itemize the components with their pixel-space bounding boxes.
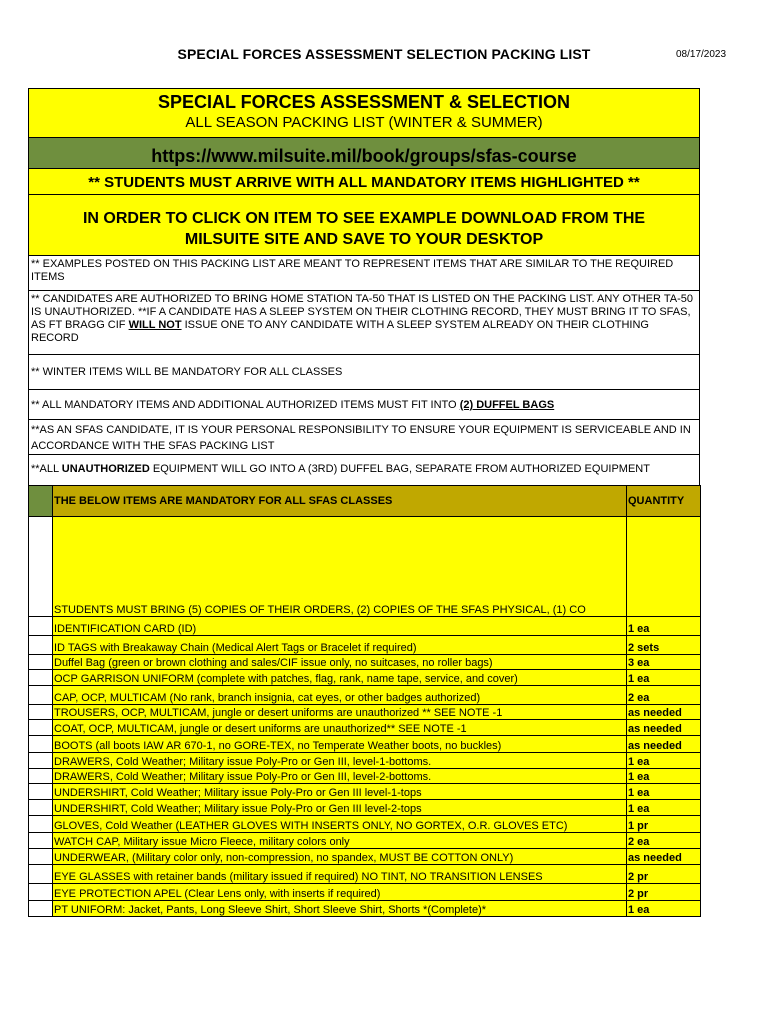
note-examples: ** EXAMPLES POSTED ON THIS PACKING LIST ARE MEANT TO REPRESENT ITEMS THAT ARE SIMILAR TO THE REQUIRED ITEMS — [28, 255, 700, 290]
item-quantity: 1 ea — [627, 784, 701, 800]
table-row — [29, 849, 701, 865]
download-instructions — [28, 194, 700, 255]
header-quantity: QUANTITY — [627, 486, 701, 517]
item-description[interactable]: WATCH CAP, Military issue Micro Fleece, military colors only — [53, 833, 627, 849]
note-unauthorized-text-end: EQUIPMENT WILL GO INTO A (3RD) DUFFEL BAG, SEPARATE FROM AUTHORIZED EQUIPMENT — [149, 463, 650, 475]
row-marker-cell — [29, 769, 53, 784]
item-quantity: 1 ea — [627, 753, 701, 769]
note-duffel — [28, 389, 700, 419]
note-unauthorized-bold: UNAUTHORIZED — [61, 463, 150, 475]
table-row — [29, 784, 701, 800]
items-table — [28, 485, 701, 917]
row-marker-cell — [29, 849, 53, 865]
orders-text[interactable]: STUDENTS MUST BRING (5) COPIES OF THEIR ORDERS, (2) COPIES OF THE SFAS PHYSICAL, (1) CO — [53, 517, 627, 617]
header-item: THE BELOW ITEMS ARE MANDATORY FOR ALL SFAS CLASSES — [53, 486, 627, 517]
orders-row — [29, 517, 701, 617]
orders-qty — [627, 517, 701, 617]
table-row — [29, 705, 701, 720]
row-marker-cell — [29, 736, 53, 753]
row-marker-cell — [29, 784, 53, 800]
item-description[interactable]: OCP GARRISON UNIFORM (complete with patches, flag, rank, name tape, service, and cover) — [53, 670, 627, 686]
item-description[interactable]: TROUSERS, OCP, MULTICAM, jungle or desert uniforms are unauthorized ** SEE NOTE -1 — [53, 705, 627, 720]
packing-list-sheet — [28, 88, 700, 917]
document-date: 08/17/2023 — [676, 49, 727, 60]
item-description[interactable]: UNDERWEAR, (Military color only, non-compression, no spandex, MUST BE COTTON ONLY) — [53, 849, 627, 865]
table-row — [29, 753, 701, 769]
note-winter: ** WINTER ITEMS WILL BE MANDATORY FOR ALL CLASSES — [28, 354, 700, 389]
table-row — [29, 617, 701, 636]
note-duffel-text: ** ALL MANDATORY ITEMS AND ADDITIONAL AUTHORIZED ITEMS MUST FIT INTO — [31, 399, 460, 411]
note-duffel-count: (2) DUFFEL BAGS — [459, 399, 555, 411]
item-quantity: as needed — [627, 705, 701, 720]
row-marker-cell — [29, 636, 53, 655]
note-unauthorized-text: **ALL — [31, 463, 62, 475]
item-description[interactable]: GLOVES, Cold Weather (LEATHER GLOVES WITH INSERTS ONLY, NO GORTEX, O.R. GLOVES ETC) — [53, 816, 627, 833]
table-row — [29, 816, 701, 833]
row-marker-cell — [29, 833, 53, 849]
note-responsibility: **AS AN SFAS CANDIDATE, IT IS YOUR PERSONAL RESPONSIBILITY TO ENSURE YOUR EQUIPMENT IS SERVICEABLE AND IN ACCORDANCE WITH THE SFAS PACKING LIST — [28, 419, 700, 454]
page-title: SPECIAL FORCES ASSESSMENT SELECTION PACKING LIST — [177, 46, 591, 62]
item-quantity: 2 pr — [627, 884, 701, 901]
item-description[interactable]: BOOTS (all boots IAW AR 670-1, no GORE-TEX, no Temperate Weather boots, no buckles) — [53, 736, 627, 753]
note-ta50-will-not: WILL NOT — [128, 319, 182, 331]
table-header-row — [29, 486, 701, 517]
item-quantity: 1 ea — [627, 670, 701, 686]
table-row — [29, 865, 701, 884]
item-description[interactable]: CAP, OCP, MULTICAM (No rank, branch insignia, cat eyes, or other badges authorized) — [53, 686, 627, 705]
item-description[interactable]: DRAWERS, Cold Weather; Military issue Poly-Pro or Gen III, level-1-bottoms. — [53, 753, 627, 769]
download-instructions-line1: IN ORDER TO CLICK ON ITEM TO SEE EXAMPLE DOWNLOAD FROM THE — [82, 210, 646, 227]
item-description[interactable]: DRAWERS, Cold Weather; Military issue Poly-Pro or Gen III, level-2-bottoms. — [53, 769, 627, 784]
header-marker-cell — [29, 486, 53, 517]
item-description[interactable]: UNDERSHIRT, Cold Weather; Military issue Poly-Pro or Gen III level-1-tops — [53, 784, 627, 800]
table-row — [29, 720, 701, 736]
item-quantity: as needed — [627, 849, 701, 865]
item-quantity: as needed — [627, 720, 701, 736]
row-marker-cell — [29, 705, 53, 720]
row-marker-cell — [29, 517, 53, 617]
milsuite-link[interactable]: https://www.milsuite.mil/book/groups/sfas-course — [28, 137, 700, 168]
table-row — [29, 636, 701, 655]
item-quantity: 1 pr — [627, 816, 701, 833]
table-row — [29, 769, 701, 784]
table-row — [29, 884, 701, 901]
item-description[interactable]: EYE PROTECTION APEL (Clear Lens only, with inserts if required) — [53, 884, 627, 901]
item-quantity: 2 sets — [627, 636, 701, 655]
table-row — [29, 800, 701, 816]
item-description[interactable]: UNDERSHIRT, Cold Weather; Military issue Poly-Pro or Gen III level-2-tops — [53, 800, 627, 816]
item-quantity: 1 ea — [627, 800, 701, 816]
row-marker-cell — [29, 655, 53, 670]
table-row — [29, 736, 701, 753]
row-marker-cell — [29, 884, 53, 901]
row-marker-cell — [29, 720, 53, 736]
row-marker-cell — [29, 617, 53, 636]
table-row — [29, 686, 701, 705]
row-marker-cell — [29, 753, 53, 769]
item-quantity: 2 pr — [627, 865, 701, 884]
item-description[interactable]: ID TAGS with Breakaway Chain (Medical Alert Tags or Bracelet if required) — [53, 636, 627, 655]
item-quantity: 3 ea — [627, 655, 701, 670]
item-description[interactable]: EYE GLASSES with retainer bands (military issued if required) NO TINT, NO TRANSITION LENSES — [53, 865, 627, 884]
item-description[interactable]: IDENTIFICATION CARD (ID) — [53, 617, 627, 636]
banner-title: SPECIAL FORCES ASSESSMENT & SELECTION — [157, 92, 571, 112]
note-ta50 — [28, 290, 700, 354]
mandatory-warning: ** STUDENTS MUST ARRIVE WITH ALL MANDATORY ITEMS HIGHLIGHTED ** — [28, 168, 700, 194]
item-quantity: 1 ea — [627, 901, 701, 917]
table-row — [29, 833, 701, 849]
table-row — [29, 670, 701, 686]
item-quantity: 1 ea — [627, 617, 701, 636]
download-instructions-line2: MILSUITE SITE AND SAVE TO YOUR DESKTOP — [184, 231, 544, 248]
item-quantity: 1 ea — [627, 769, 701, 784]
note-unauthorized — [28, 454, 700, 485]
item-description[interactable]: PT UNIFORM: Jacket, Pants, Long Sleeve Shirt, Short Sleeve Shirt, Shorts *(Complete)* — [53, 901, 627, 917]
row-marker-cell — [29, 901, 53, 917]
item-description[interactable]: COAT, OCP, MULTICAM, jungle or desert uniforms are unauthorized** SEE NOTE -1 — [53, 720, 627, 736]
note-ta50-text-end: ISSUE ONE TO ANY CANDIDATE WITH A SLEEP SYSTEM ALREADY ON THEIR CLOTHING RECORD — [31, 319, 649, 344]
item-quantity: as needed — [627, 736, 701, 753]
item-description[interactable]: Duffel Bag (green or brown clothing and sales/CIF issue only, no suitcases, no roller bags) — [53, 655, 627, 670]
banner-subtitle: ALL SEASON PACKING LIST (WINTER & SUMMER) — [185, 114, 543, 131]
row-marker-cell — [29, 865, 53, 884]
banner-title-block — [28, 88, 700, 137]
item-quantity: 2 ea — [627, 833, 701, 849]
table-row — [29, 655, 701, 670]
row-marker-cell — [29, 686, 53, 705]
note-ta50-text: ** CANDIDATES ARE AUTHORIZED TO BRING HOME STATION TA-50 THAT IS LISTED ON THE PACKING LIST. ANY OTHER TA-50 IS UNAUTHORIZED. **IF A CANDIDATE HAS A SLEEP SYSTEM ON THEIR CLOTHING RECORD, THEY MUST BRING IT TO SFAS, AS FT BRAGG CIF — [31, 293, 693, 331]
item-quantity: 2 ea — [627, 686, 701, 705]
table-row — [29, 901, 701, 917]
row-marker-cell — [29, 816, 53, 833]
row-marker-cell — [29, 670, 53, 686]
row-marker-cell — [29, 800, 53, 816]
